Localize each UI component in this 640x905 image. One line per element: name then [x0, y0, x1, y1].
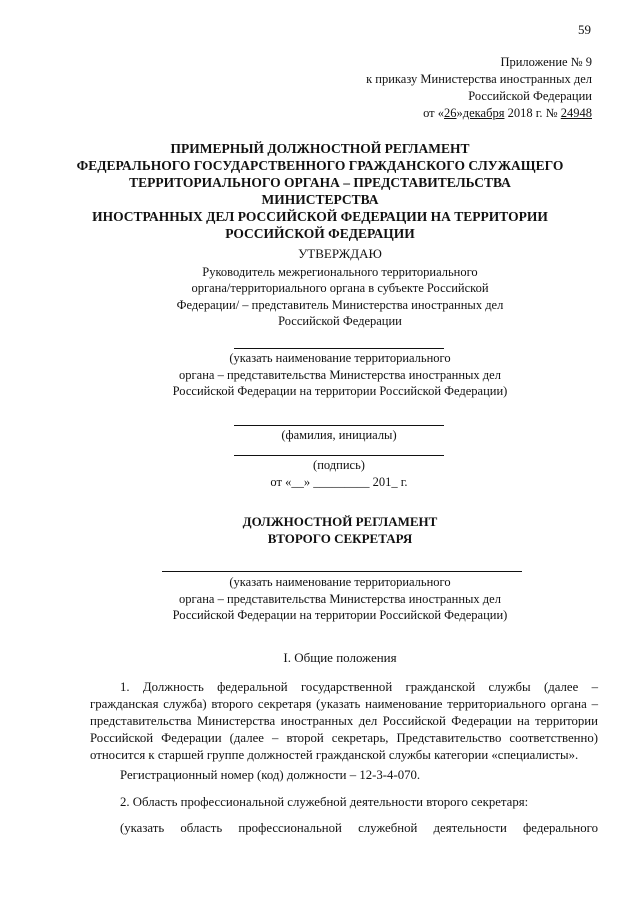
appendix-order-ref: к приказу Министерства иностранных дел — [366, 72, 592, 86]
regulation-org-blank-line — [162, 571, 522, 572]
approval-line: Федерации/ – представитель Министерства иностранных дел — [176, 297, 504, 312]
caption-line: (указать наименование территориального — [229, 351, 451, 365]
caption-line: органа – представительства Министерства иностранных дел — [179, 367, 501, 382]
caption-line: (указать наименование территориального — [229, 575, 451, 589]
org-caption — [140, 350, 540, 400]
paragraph-1 — [90, 679, 598, 764]
date-day: 26 — [444, 106, 457, 120]
approval-heading: УТВЕРЖДАЮ — [298, 246, 382, 261]
appendix-number: Приложение № 9 — [500, 55, 592, 69]
signature-caption: (подпись) — [313, 458, 365, 472]
regulation-title-line: ДОЛЖНОСТНОЙ РЕГЛАМЕНТ — [242, 514, 438, 529]
date-mid: » — [456, 106, 463, 120]
date-month: декабря — [462, 106, 505, 120]
title-line: ПРИМЕРНЫЙ ДОЛЖНОСТНОЙ РЕГЛАМЕНТ — [170, 141, 470, 156]
approval-line: органа/территориального органа в субъекте Российской — [191, 281, 489, 295]
date-year: 2018 г. № — [504, 106, 561, 120]
name-blank-line — [234, 425, 444, 426]
paragraph-line: представительства Министерства иностранных дел Российской Федерации на территории — [90, 714, 598, 728]
caption-line: органа – представительства Министерства иностранных дел — [179, 591, 501, 606]
paragraph-line: Российской Федерации (далее – второй секретарь, Представительство соответственно) — [90, 731, 598, 745]
regulation-title — [170, 513, 510, 547]
appendix-block — [272, 54, 592, 122]
regulation-title-line: ВТОРОГО СЕКРЕТАРЯ — [267, 531, 413, 546]
approval-block — [170, 246, 510, 330]
section-heading: I. Общие положения — [283, 650, 397, 665]
paragraph-2: 2. Область профессиональной служебной деятельности второго секретаря: — [120, 795, 529, 809]
paragraph-line: относится к старшей группе должностей гражданской службы категории «специалисты». — [90, 748, 579, 762]
paragraph-line: 1. Должность федеральной государственной гражданской службы (далее – — [120, 680, 598, 694]
document-title — [70, 140, 570, 242]
approval-line: Российской Федерации — [278, 314, 402, 328]
registration-number: Регистрационный номер (код) должности – 12-3-4-070. — [120, 768, 421, 782]
title-line: ФЕДЕРАЛЬНОГО ГОСУДАРСТВЕННОГО ГРАЖДАНСКОГО СЛУЖАЩЕГО — [76, 158, 564, 173]
regulation-org-caption — [140, 574, 540, 624]
approval-date-line: от «__» _________ 201_ г. — [270, 475, 408, 489]
page-number: 59 — [578, 22, 591, 37]
name-caption: (фамилия, инициалы) — [281, 428, 397, 442]
title-line: ИНОСТРАННЫХ ДЕЛ РОССИЙСКОЙ ФЕДЕРАЦИИ НА ТЕРРИТОРИИ — [92, 209, 548, 224]
title-line: РОССИЙСКОЙ ФЕДЕРАЦИИ — [225, 226, 415, 241]
title-line: ТЕРРИТОРИАЛЬНОГО ОРГАНА – ПРЕДСТАВИТЕЛЬСТВА МИНИСТЕРСТВА — [129, 175, 511, 207]
appendix-date-line — [272, 105, 592, 122]
caption-line: Российской Федерации на территории Российской Федерации) — [172, 384, 508, 398]
caption-line: Российской Федерации на территории Российской Федерации) — [172, 608, 508, 622]
appendix-country: Российской Федерации — [468, 89, 592, 103]
paragraph-3: (указать область профессиональной служебной деятельности федерального — [120, 821, 598, 835]
signature-blank-line — [234, 455, 444, 456]
approval-line: Руководитель межрегионального территориального — [202, 264, 478, 279]
date-prefix: от « — [423, 106, 445, 120]
org-blank-line — [234, 348, 444, 349]
paragraph-line: гражданская служба) второго секретаря (указать наименование территориального органа – — [90, 697, 598, 711]
order-number: 24948 — [560, 106, 592, 120]
